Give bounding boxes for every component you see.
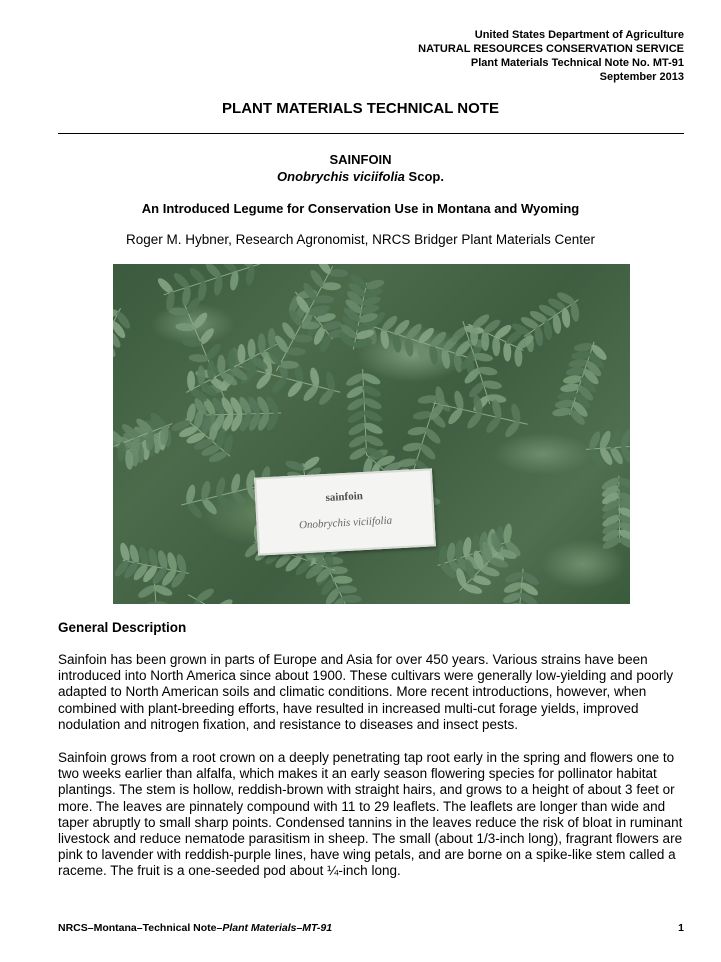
leaflet bbox=[321, 282, 341, 290]
leaflet bbox=[187, 371, 195, 391]
leaflet bbox=[423, 426, 443, 446]
leaflet bbox=[213, 597, 234, 604]
subtitle: An Introduced Legume for Conservation Use in Montana and Wyoming bbox=[141, 201, 580, 216]
leaflet bbox=[308, 268, 326, 289]
leaflet bbox=[280, 320, 298, 341]
author-line: Roger M. Hybner, Research Agronomist, NRCS Bridger Plant Materials Center bbox=[126, 232, 595, 247]
leaflet bbox=[317, 387, 336, 407]
leaflet bbox=[503, 419, 522, 439]
page-number: 1 bbox=[678, 922, 684, 934]
leaflet bbox=[552, 407, 573, 418]
leaflet bbox=[153, 599, 175, 604]
foliage-illustration bbox=[113, 264, 630, 604]
leaflet bbox=[258, 333, 266, 353]
paragraph: Sainfoin has been grown in parts of Europe and Asia for over 450 years. Various strains have been introduced into North America since about 1900. These cultivars were generally low-yielding and poorly adapted to North American soils and climatic conditions. More recent introductions, however, when combined with plant-breeding efforts, have resulted in increased multi-cut forage yields, improved nodulation and nitrogen fixation, and resistance to diseases and insect pests. bbox=[58, 652, 674, 732]
agency-header bbox=[418, 28, 684, 84]
leaflet bbox=[285, 379, 304, 399]
scientific-name-line bbox=[0, 169, 721, 184]
sainfoin-photo bbox=[113, 264, 630, 604]
agency-line: September 2013 bbox=[599, 71, 684, 83]
plant-label-sign bbox=[254, 468, 436, 555]
sign-scientific-name: Onobrychis viciifolia bbox=[298, 514, 393, 532]
document-type-heading: PLANT MATERIALS TECHNICAL NOTE bbox=[222, 100, 499, 117]
authority: Scop. bbox=[408, 169, 444, 184]
footer-document-id bbox=[58, 922, 332, 934]
leaflet bbox=[502, 523, 513, 544]
agency-line: United States Department of Agriculture bbox=[474, 29, 684, 41]
paragraph: Sainfoin grows from a root crown on a deeply penetrating tap root early in the spring and flowers one to two weeks earlier than alfalfa, which makes it an early season flowering species for pollinator habitat plantings. The stem is hollow, reddish-brown with straight hairs, and grows to a height of about 3 feet or more. The leaves are pinnately compound with 11 to 29 leaflets. The leaflets are longer than wide and taper abruptly to small sharp points. Condensed tannins in the leaves reduce the risk of bloat in ruminant livestock and reduce nematode parasitism in sheep. The small (about 1/3-inch long), fragrant flowers are pink to lavender with reddish-purple lines, have wing petals, and are borne on a spike-like stem called a raceme. The fruit is a one-seeded pod about ¼-inch long. bbox=[58, 750, 683, 879]
common-name: SAINFOIN bbox=[329, 152, 392, 167]
leaves bbox=[113, 264, 630, 604]
leaflet bbox=[286, 347, 306, 355]
agency-line: Plant Materials Technical Note No. MT-91 bbox=[470, 57, 684, 69]
leaflet bbox=[270, 375, 289, 395]
sign-common-name: sainfoin bbox=[325, 490, 364, 504]
leaflet bbox=[465, 410, 484, 430]
leaflet bbox=[268, 328, 276, 348]
section-heading: General Description bbox=[58, 620, 187, 635]
leaflet bbox=[418, 442, 438, 462]
leaflet bbox=[301, 383, 320, 403]
horizontal-rule bbox=[58, 133, 684, 134]
leaflet bbox=[484, 414, 503, 434]
scientific-name: Onobrychis viciifolia bbox=[277, 169, 405, 184]
leaflet bbox=[197, 365, 205, 385]
leaflet bbox=[118, 542, 131, 563]
footer-italic: Plant Materials–MT-91 bbox=[222, 922, 333, 934]
footer-prefix: NRCS–Montana–Technical Note– bbox=[58, 922, 223, 934]
agency-line: NATURAL RESOURCES CONSERVATION SERVICE bbox=[418, 43, 684, 55]
leaflet bbox=[195, 586, 216, 604]
leaflet bbox=[328, 269, 348, 277]
leaflet bbox=[284, 459, 305, 473]
